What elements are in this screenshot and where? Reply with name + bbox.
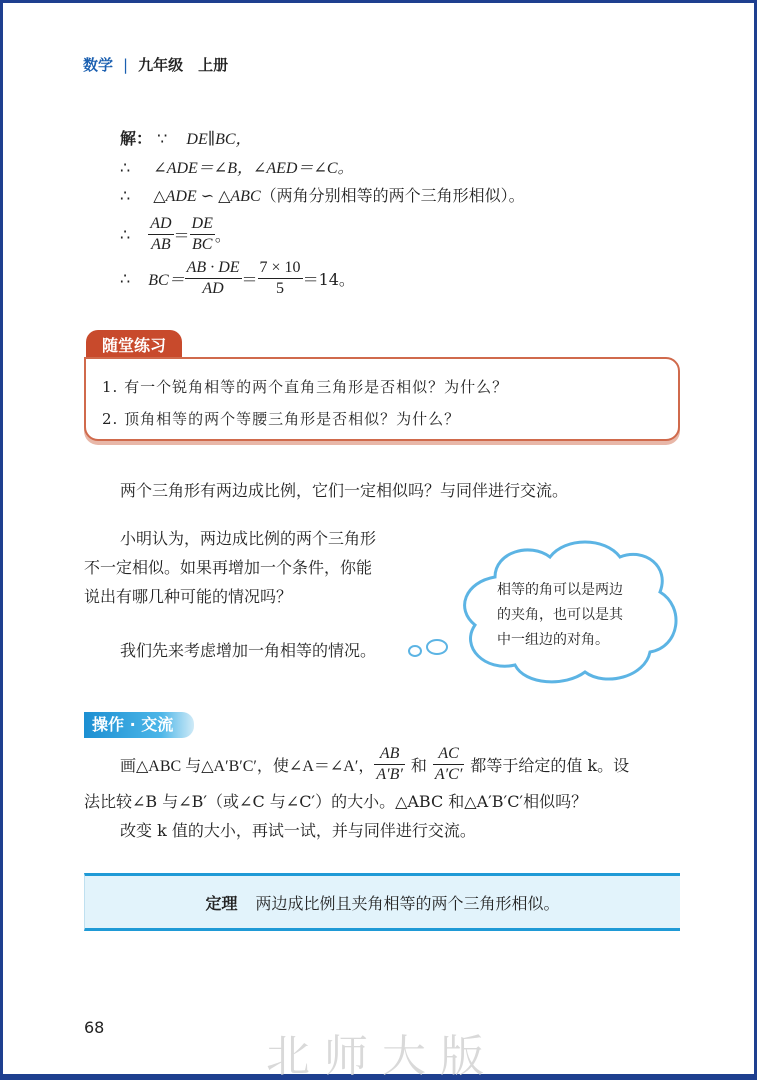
practice-question-1: 1. 有一个锐角相等的两个直角三角形是否相似？为什么？ — [102, 378, 509, 396]
header-subject: 数学 — [83, 56, 114, 74]
paragraph-xiaoming-2: 不一定相似。如果再增加一个条件，你能 — [84, 558, 373, 577]
theorem-box — [84, 873, 680, 931]
ratio-ab-a1b1: $\frac{AB}{A'B'}$ — [376, 745, 403, 783]
thought-bubble-trail-icon — [405, 638, 450, 660]
paragraph-question: 两个三角形有两边成比例，它们一定相似吗？与同伴进行交流。 — [120, 481, 569, 500]
therefore-symbol: ∴ — [120, 225, 131, 244]
therefore-symbol: ∴ — [120, 186, 131, 205]
fraction-ab-de-over-ad: $\frac{AB \cdot DE}{AD}$ — [186, 259, 240, 297]
ratio-ac-a1c1: $\frac{AC}{A'C'}$ — [434, 745, 463, 783]
result-14: ＝14。 — [302, 270, 355, 289]
theorem-text: 两边成比例且夹角相等的两个三角形相似。 — [255, 893, 560, 913]
operation-title: 操作 · 交流 — [84, 712, 194, 738]
page-number: 68 — [84, 1018, 105, 1037]
equals-sign: ＝ — [241, 270, 258, 289]
solution-label: 解： — [120, 129, 153, 148]
fraction-numeric: $\frac{7 \times 10}{5}$ — [259, 259, 301, 297]
practice-box — [84, 357, 680, 441]
header-separator: | — [123, 56, 129, 74]
solution-line-5 — [120, 258, 355, 299]
practice-title: 随堂练习 — [86, 330, 182, 358]
theorem-label: 定理 — [205, 893, 238, 913]
practice-question-2: 2. 顶角相等的两个等腰三角形是否相似？为什么？ — [102, 410, 461, 428]
bubble-line-3: 中一组边的对角。 — [497, 632, 609, 648]
paragraph-consider: 我们先来考虑增加一角相等的情况。 — [120, 641, 377, 660]
therefore-symbol: ∴ — [120, 158, 131, 177]
solution-line-3 — [120, 183, 525, 206]
thought-bubble-text — [497, 578, 647, 653]
similarity-reason: （两角分别相等的两个三角形相似）。 — [260, 186, 525, 205]
equals-sign: ＝ — [173, 226, 190, 245]
operation-line-3: 改变 k 值的大小，再试一试，并与同伴进行交流。 — [120, 821, 476, 840]
header-grade: 九年级 上册 — [138, 56, 229, 74]
ratio-ad-ab: $\frac{AD}{AB}$ — [150, 215, 172, 253]
ratio-de-bc: $\frac{DE}{BC}$ — [191, 215, 213, 253]
solution-line-1 — [120, 126, 252, 149]
period: 。 — [214, 226, 231, 245]
operation-line-1 — [120, 744, 629, 785]
paragraph-xiaoming-1: 小明认为，两边成比例的两个三角形 — [120, 529, 377, 548]
therefore-symbol: ∴ — [120, 269, 131, 288]
solution-line-4 — [120, 214, 231, 255]
operation-text-1b: 都等于给定的值 k。设 — [470, 756, 630, 775]
bc-equals: BC＝ — [148, 272, 185, 289]
similarity-statement: △ADE ∽ △ABC — [153, 188, 261, 205]
solution-line-2 — [120, 155, 354, 178]
operation-line-2: 法比较∠B 与∠B′（或∠C 与∠C′）的大小。△ABC 和△A′B′C′相似吗？ — [84, 792, 588, 811]
operation-text-1a: 画△ABC 与△A′B′C′，使∠A＝∠A′， — [120, 758, 375, 775]
solution-text-1: DE∥BC， — [186, 131, 252, 148]
publisher-watermark: 北师大版 — [266, 1031, 498, 1082]
bubble-line-1: 相等的角可以是两边 — [497, 582, 623, 598]
solution-text-2: ∠ADE＝∠B，∠AED＝∠C。 — [153, 160, 354, 177]
paragraph-xiaoming-3: 说出有哪几种可能的情况吗？ — [84, 587, 293, 606]
because-symbol: ∵ — [157, 129, 168, 148]
and-word: 和 — [410, 756, 427, 775]
bubble-line-2: 的夹角，也可以是其 — [497, 607, 623, 623]
page-header — [83, 54, 228, 75]
